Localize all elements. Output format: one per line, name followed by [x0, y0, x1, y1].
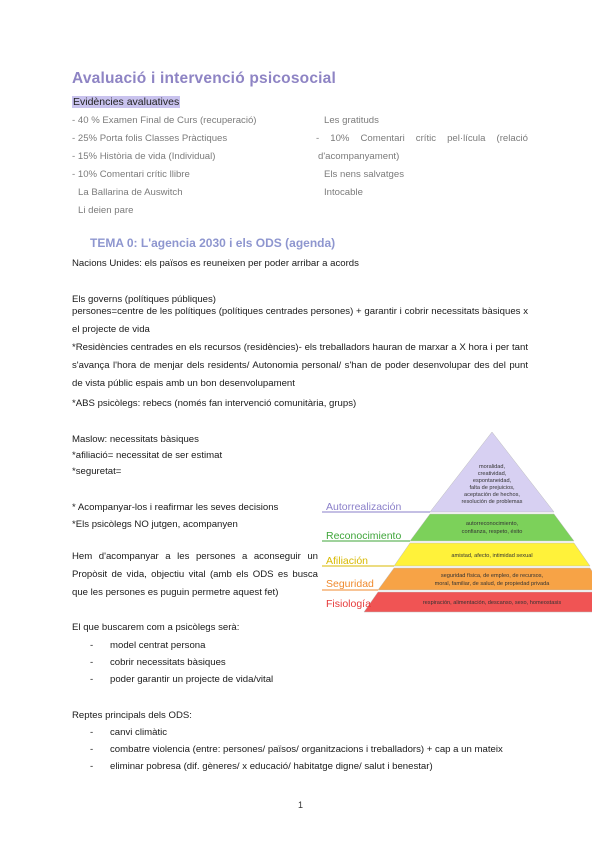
pyramid-text: creatividad, [477, 471, 507, 477]
list-item: model centrat persona [110, 640, 206, 651]
paragraph: Nacions Unides: els països es reuneixen per poder arribar a acords [72, 258, 359, 269]
pyramid-text: moralidad, [478, 464, 506, 470]
section-heading: TEMA 0: L'agencia 2030 i els ODS (agenda) [90, 236, 336, 250]
page-title: Avaluació i intervenció psicosocial [72, 70, 336, 87]
pyramid-text: falta de prejuicios, [469, 485, 515, 491]
pyramid-text: seguridad física, de empleo, de recursos, [440, 573, 544, 579]
pyramid-label: Seguridad [326, 578, 374, 590]
pyramid-text: moral, familiar, de salud, de propiedad privada [434, 581, 550, 587]
pyramid-text: respiración, alimentación, descanso, sexo, homeostasis [422, 600, 562, 606]
pyramid-text: autorreconocimiento, [465, 521, 519, 527]
evidence-item: - 15% Història de vida (Individual) [72, 151, 216, 162]
pyramid-label: Reconocimiento [326, 530, 402, 542]
pyramid-text: resolución de problemas [461, 499, 523, 505]
evidence-item: - 10% Comentari crític pel·lícula (relació [316, 133, 528, 144]
film-title: Els nens salvatges [324, 169, 404, 180]
pyramid-level-reconocimiento [410, 514, 574, 541]
list-item: eliminar pobresa (dif. gèneres/ x educació/ habitatge digne/ salut i benestar) [110, 761, 433, 772]
pyramid-label: Autorrealización [326, 501, 402, 513]
evidence-item: - 10% Comentari crític llibre [72, 169, 190, 180]
evidencies-heading: Evidències avaluatives [73, 96, 180, 108]
bullet-dash: - [90, 744, 94, 755]
pyramid-text: amistad, afecto, intimidad sexual [451, 553, 533, 559]
pyramid-text: espontaneidad, [472, 478, 512, 484]
paragraph: Els governs (polítiques públiques) [72, 294, 216, 305]
pyramid-label: Fisiología [326, 598, 371, 610]
paragraph: Maslow: necessitats bàsiques [72, 434, 199, 445]
paragraph: Reptes principals dels ODS: [72, 710, 192, 721]
bullet-dash: - [90, 727, 94, 738]
paragraph: *ABS psicòlegs: rebecs (només fan intervenció comunitària, grups) [72, 398, 357, 409]
evidence-item: - 40 % Examen Final de Curs (recuperació) [72, 115, 257, 126]
film-title: Intocable [324, 187, 363, 198]
paragraph: *Els psicòlegs NO jutgen, acompanyen [72, 519, 238, 530]
bullet-dash: - [90, 674, 94, 685]
paragraph: *seguretat= [72, 466, 122, 477]
paragraph: Hem d'acompanyar a les persones a aconseguir un Propòsit de vida, objectiu vital (amb els ODS es busca que les persones es puguin permetre aquest fet) [72, 551, 318, 598]
paragraph: El que buscarem com a psicòlegs serà: [72, 622, 240, 633]
book-title: Li deien pare [78, 205, 134, 216]
paragraph: *Residències centrades en els recursos (residències)- els treballadors hauran de marxar a X hora i per tant s'avança l'hora de menjar dels residents/ Autonomia personal/ s'han de poder desenvolupar des del punt de vista públic espais amb un bon desenvolupament [72, 342, 528, 389]
bullet-dash: - [90, 657, 94, 668]
bullet-dash: - [90, 761, 94, 772]
evidence-item: - 25% Porta folis Classes Pràctiques [72, 133, 228, 144]
paragraph: * Acompanyar-los i reafirmar les seves decisions [72, 502, 279, 513]
pyramid-label: Afiliación [326, 555, 369, 567]
bullet-dash: - [90, 640, 94, 651]
paragraph: *afiliació= necessitat de ser estimat [72, 450, 223, 461]
book-title: La Ballarina de Auswitch [78, 187, 183, 198]
paragraph: persones=centre de les polítiques (polítiques centrades persones) + garantir i cobrir necessitats bàsiques x el projecte de vida [72, 306, 528, 335]
list-item: combatre violencia (entre: persones/ països/ organitzacions i treballadors) + cap a un mateix [110, 744, 503, 755]
list-item: canvi climàtic [110, 727, 168, 738]
list-item: poder garantir un projecte de vida/vital [110, 674, 274, 685]
list-item: cobrir necessitats bàsiques [110, 657, 226, 668]
evidence-item: d'acompanyament) [318, 151, 400, 162]
film-title: Les gratituds [324, 115, 379, 126]
pyramid-text: confianza, respeto, éxito [461, 529, 523, 535]
pyramid-text: aceptación de hechos, [464, 492, 520, 498]
page-number: 1 [298, 800, 304, 810]
maslow-pyramid [322, 428, 592, 618]
